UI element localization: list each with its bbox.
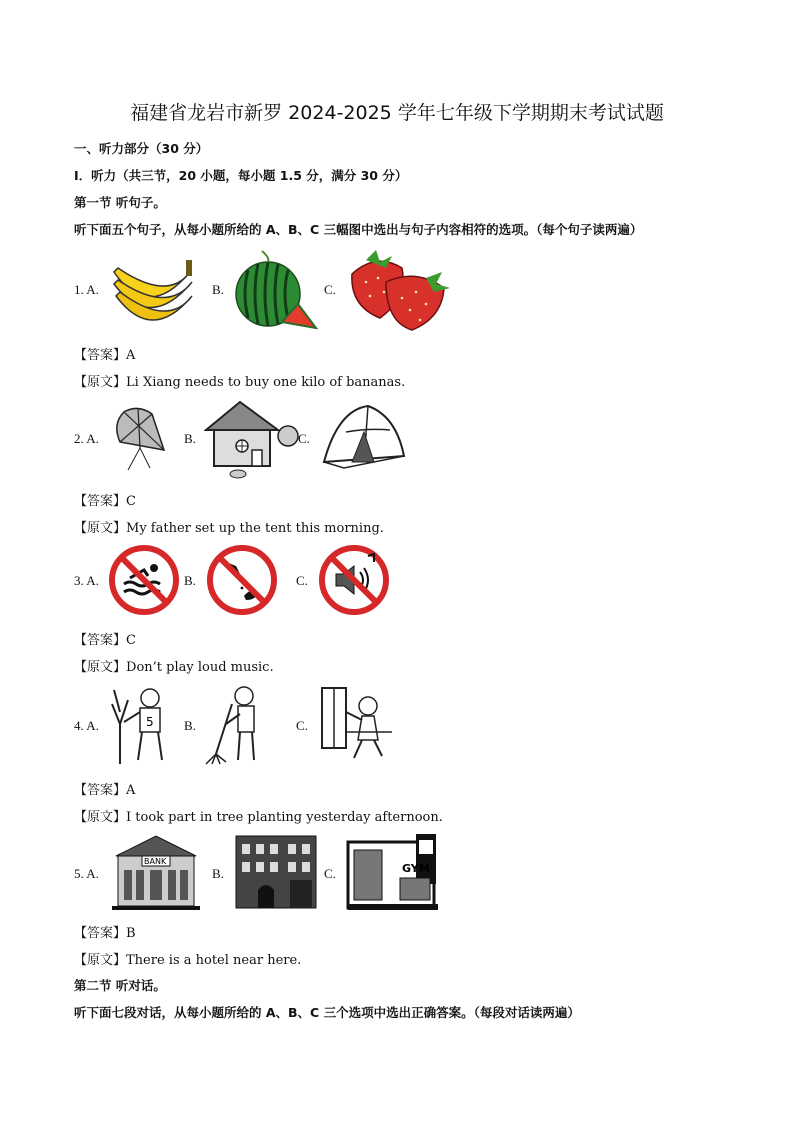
girl-cleaning-window-icon [318,684,394,766]
no-swimming-icon [108,544,180,616]
option-b-label: B. [212,282,224,297]
option-b-label: B. [184,718,196,733]
option-b-label: B. [212,866,224,881]
transcript-4: 【原文】I took part in tree planting yesterday afternoon. [74,810,443,825]
hotel-building-icon [234,834,318,910]
bananas-icon [108,252,194,328]
no-loud-music-icon [318,544,390,616]
question-4 [74,682,734,772]
answer-1: 【答案】A [74,348,136,363]
option-c-label: C. [296,718,308,733]
subsection-heading-1: 第一节 听句子。 [74,195,166,210]
question-1 [74,248,734,338]
option-a-label: 5. A. [74,866,99,881]
subsection-heading-2: 第二节 听对话。 [74,978,166,993]
bank-sign: BANK [144,857,167,866]
no-feeding-birds-icon [206,544,278,616]
option-b-label: B. [184,431,196,446]
boy-planting-tree-icon [110,684,172,766]
transcript-1: 【原文】Li Xiang needs to buy one kilo of bananas. [74,375,406,390]
option-a-label: 1. A. [74,282,99,297]
watermelon-icon [232,248,318,332]
gym-sign: GYM [402,862,430,875]
subsection-instruction-2: 听下面七段对话，从每小题所给的 A、B、C 三个选项中选出正确答案。（每段对话读两遍） [74,1005,580,1020]
subsection-instruction-1: 听下面五个句子，从每小题所给的 A、B、C 三幅图中选出与句子内容相符的选项。（每个句子读两遍） [74,222,643,237]
option-a-label: 2. A. [74,431,99,446]
option-b-label: B. [184,573,196,588]
option-c-label: C. [324,866,336,881]
option-a-label: 4. A. [74,718,99,733]
question-5 [74,830,734,920]
person-sweeping-icon [204,684,272,766]
part-heading: Ⅰ．听力（共三节，20 小题，每小题 1.5 分，满分 30 分） [74,168,408,183]
question-3 [74,542,734,632]
answer-3: 【答案】C [74,633,136,648]
option-a-label: 3. A. [74,573,99,588]
kite-icon [110,404,170,472]
transcript-2: 【原文】My father set up the tent this morning. [74,521,384,536]
section-heading: 一、听力部分（30 分） [74,141,209,156]
strawberries-icon [346,248,456,332]
tent-icon [318,402,410,474]
question-2 [74,398,734,488]
answer-2: 【答案】C [74,494,136,509]
svg-text:5: 5 [146,715,154,729]
transcript-5: 【原文】There is a hotel near here. [74,953,302,968]
transcript-3: 【原文】Don’t play loud music. [74,660,274,675]
option-c-label: C. [298,431,310,446]
option-c-label: C. [324,282,336,297]
option-c-label: C. [296,573,308,588]
house-icon [204,398,310,482]
bank-building-icon [110,832,202,912]
answer-4: 【答案】A [74,783,136,798]
answer-5: 【答案】B [74,926,136,941]
gym-building-icon [346,832,442,912]
page-title: 福建省龙岩市新罗 2024-2025 学年七年级下学期期末考试试题 [130,102,664,124]
